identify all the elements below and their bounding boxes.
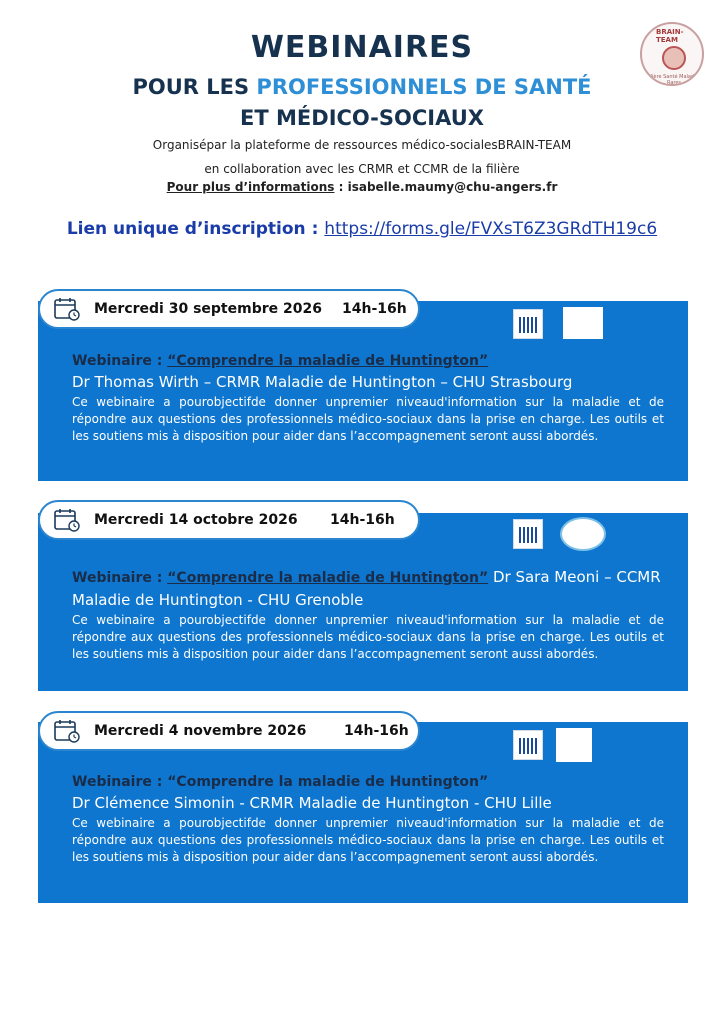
logo-name: BRAIN-TEAM (656, 28, 684, 44)
registration-line (0, 219, 724, 239)
brain-head-icon (662, 46, 686, 70)
webinar-3-description: Ce webinaire a pourobjectifde donner unpremier niveaud'information sur la maladie et de répondre aux questions des professionnels médico-sociaux dans la prise en charge. Les outils et les soutiens mis à disposition pour aider dans l’accompagnement seront aussi abordés. (72, 816, 664, 864)
webinar-3-date-tab (38, 711, 420, 751)
webinar-3-title (72, 774, 664, 790)
organiser-text: Organisépar la plateforme de ressources médico-socialesBRAIN-TEAM (152, 138, 572, 152)
webinar-3-date: Mercredi 4 novembre 2026 (94, 723, 307, 739)
more-info-label: Pour plus d’informations (166, 180, 335, 194)
page-subtitle-line2: ET MÉDICO-SOCIAUX (240, 106, 484, 130)
hospital-logo-grenoble (560, 517, 606, 551)
contact-email: : isabelle.maumy@chu-angers.fr (334, 180, 558, 194)
webinar-2-date-tab (38, 500, 420, 540)
filiere-logo-2 (513, 519, 543, 549)
webinar-3-title-prefix: Webinaire : (72, 774, 168, 790)
webinar-3-content (72, 774, 664, 866)
filiere-logo-3 (513, 730, 543, 760)
calendar-icon (54, 297, 80, 321)
calendar-icon (54, 508, 80, 532)
webinar-1-description: Ce webinaire a pourobjectifde donner unpremier niveaud'information sur la maladie et de répondre aux questions des professionnels médico-sociaux dans la prise en charge. Les outils et les soutiens mis à disposition pour aider dans l’accompagnement seront aussi abordés. (72, 395, 664, 443)
webinar-1-date-tab (38, 289, 420, 329)
webinar-1-speaker: Dr Thomas Wirth – CRMR Maladie de Huntington – CHU Strasbourg (72, 373, 573, 391)
subtitle-prefix: POUR LES (132, 75, 257, 99)
logo-tagline: Filière Santé Maladies Rares (646, 74, 702, 86)
webinar-2-title-text: “Comprendre la maladie de Huntington” (167, 570, 489, 586)
webinar-1-title-prefix: Webinaire : (72, 353, 168, 369)
webinar-2-date: Mercredi 14 octobre 2026 (94, 512, 298, 528)
page-subtitle-line1 (0, 75, 724, 99)
webinar-3-title-text: “Comprendre la maladie de Huntington” (167, 774, 489, 790)
webinar-3-time: 14h-16h (344, 723, 409, 739)
webinar-1-date: Mercredi 30 septembre 2026 (94, 301, 322, 317)
hospital-logo-lille (556, 728, 592, 762)
webinar-3-speaker: Dr Clémence Simonin - CRMR Maladie de Huntington - CHU Lille (72, 794, 552, 812)
page-title: WEBINAIRES (250, 30, 474, 65)
filiere-logo-1 (513, 309, 543, 339)
webinar-2-content (72, 566, 664, 663)
webinar-2-time: 14h-16h (330, 512, 395, 528)
contact-line (0, 180, 724, 194)
registration-label: Lien unique d’inscription : (66, 219, 325, 239)
subtitle-accent: PROFESSIONNELS DE SANTÉ (256, 75, 592, 99)
webinar-1-content (72, 353, 664, 445)
webinar-2-title-prefix: Webinaire : (72, 570, 168, 586)
hospital-logo-strasbourg (563, 307, 603, 339)
calendar-icon (54, 719, 80, 743)
webinar-1-title (72, 353, 664, 369)
brain-team-logo (640, 22, 704, 86)
webinar-2-speaker: Dr Sara Meoni – CCMR Maladie de Huntington - CHU Grenoble (72, 568, 661, 609)
webinar-2-heading (72, 566, 664, 611)
webinar-1-time: 14h-16h (342, 301, 407, 317)
collaboration-text: en collaboration avec les CRMR et CCMR de la filière (204, 162, 520, 176)
webinar-2-description: Ce webinaire a pourobjectifde donner unpremier niveaud'information sur la maladie et de répondre aux questions des professionnels médico-sociaux dans la prise en charge. Les outils et les soutiens mis à disposition pour aider dans l’accompagnement seront aussi abordés. (72, 613, 664, 661)
registration-link[interactable]: https://forms.gle/FVXsT6Z3GRdTH19c6 (324, 219, 658, 239)
webinar-1-title-text: “Comprendre la maladie de Huntington” (167, 353, 489, 369)
